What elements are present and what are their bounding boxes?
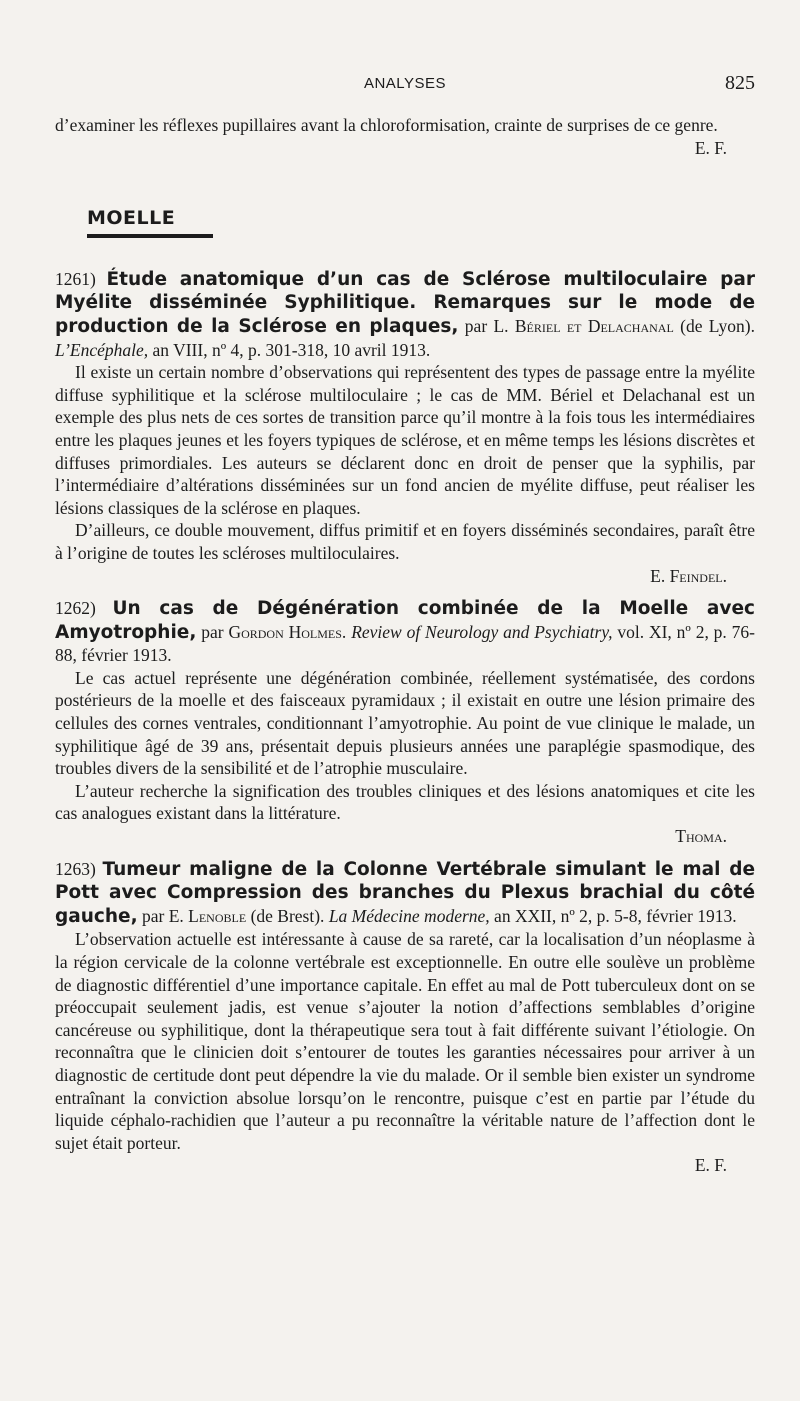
article-signature: E. F. [694,1155,727,1176]
page-number: 825 [725,72,755,94]
article-journal: La Médecine moderne, [328,905,490,926]
running-header [55,72,755,99]
article-signature: Thoma. [675,826,727,847]
article-by: par [196,621,229,642]
article-paragraph: D’ailleurs, ce double mouvement, diffus primitif et en foyers disséminés secondaires, paraît être à l’origine de toutes les scléroses multiloculaires. [55,520,755,563]
article-paragraph: L’auteur recherche la signification des troubles cliniques et des lésions anatomiques et cite les cas analogues existant dans la littérature. [55,780,755,824]
article-by: par [458,315,494,336]
article-signature: E. Feindel. [650,565,727,586]
article-authors: Gordon Holmes. [228,621,347,642]
article-number: 1261) [55,268,96,289]
article-paragraph: Le cas actuel représente une dégénération combinée, réellement systématisée, des cordons postérieurs de la moelle et des faisceaux pyramidaux ; il existait en outre une lésion primaire des cellules des cornes ventrales, conditionnant l’amyotrophie. Au point de vue clinique le malade, un syphilitique âgé de 39 ans, présentait depuis plusieurs années une paraplégie spasmodique, des troubles divers de la sensibilité et de l’atrophie musculaire. [55,667,755,779]
article-affiliation: (de Lyon). [673,315,755,336]
article-heading [55,858,755,929]
article-1263 [55,858,755,1177]
article-title: Un cas de Dégénération combinée de la Moelle avec Amyotrophie, [55,598,755,643]
article-1262 [55,597,755,848]
article-authors: L. Bériel et Delachanal [493,315,674,336]
section-title: MOELLE [87,207,213,238]
intro-signature: E. F. [694,137,727,158]
header-title: ANALYSES [363,75,447,92]
article-reference: an XXII, nº 2, p. 5-8, février 1913. [489,905,737,926]
article-number: 1263) [55,858,96,879]
article-number: 1262) [55,598,96,619]
page-content [55,114,755,1177]
article-reference: an VIII, nº 4, p. 301-318, 10 avril 1913. [148,339,431,360]
intro-paragraph: d’examiner les réflexes pupillaires avant la chloroformisation, crainte de surprises de ce genre. [55,115,718,135]
article-paragraph: Il existe un certain nombre d’observations qui représentent des types de passage entre la myélite diffuse syphilitique et la sclérose multiloculaire ; le cas de MM. Bériel et Delachanal est un exemple des plus nets de ces sortes de transition parce qu’il montre à la fois tous les intermédiaires entre les plaques jeunes et les foyers typiques de sclérose, et en même temps les lésions discrètes et diffuses primordiales. Les auteurs se déclarent donc en droit de penser que la syphilis, par l’intermédiaire d’altérations disséminées sur un fond ancien de myélite diffuse, peut réaliser les lésions classiques de la sclérose en plaques. [55,362,755,518]
article-authors: E. Lenoble [168,905,247,926]
article-reference: vol. XI, nº 2, p. 76-88, février 1913. [55,621,755,666]
article-journal: L’Encéphale, [55,339,149,360]
article-title: Étude anatomique d’un cas de Sclérose multiloculaire par Myélite disséminée Syphilitique. Remarques sur le mode de production de la Sclérose en plaques, [55,268,756,337]
article-by: par [137,905,169,926]
article-heading [55,268,755,361]
article-journal: Review of Neurology and Psychiatry, [351,621,613,642]
article-affiliation: (de Brest). [246,905,329,926]
article-heading [55,597,755,667]
article-1261 [55,268,755,587]
article-title: Tumeur maligne de la Colonne Vertébrale simulant le mal de Pott avec Compression des branches du Plexus brachial du côté gauche, [55,858,755,927]
article-paragraph: L’observation actuelle est intéressante à cause de sa rareté, car la localisation d’un néoplasme à la région cervicale de la colonne vertébrale est exceptionnelle. En outre elle soulève un problème de diagnostic différentiel d’une importance capitale. En effet au mal de Pott tuberculeux dont on se préoccupait seulement jadis, est venue s’ajouter la notion d’affections semblables d’origine cancéreuse ou syphilitique, dont la thérapeutique sera tout à fait différente suivant l’étiologie. On reconnaîtra que le clinicien doit s’entourer de toutes les garanties nécessaires pour arriver à un diagnostic de certitude dont peut dépendre la vie du malade. Or il semble bien exister un syndrome entraînant la conviction absolue lorsqu’on le rencontre, puisque c’est en partie par l’étude du liquide céphalo-rachidien que l’auteur a pu reconnaître la véritable nature de l’affection dont le sujet était porteur. [55,929,755,1153]
